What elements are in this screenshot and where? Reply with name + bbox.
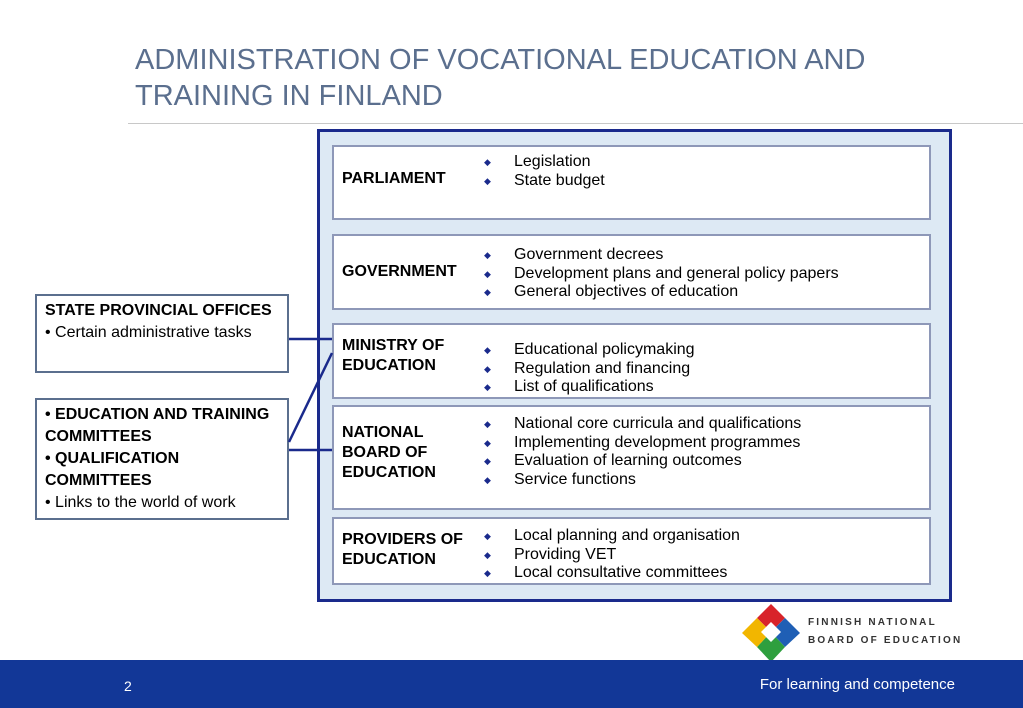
- list-item: ◆ Local planning and organisation: [484, 527, 740, 546]
- list-item: ◆ General objectives of education: [484, 283, 839, 302]
- list-item: ◆ Government decrees: [484, 246, 839, 265]
- list-item: ◆ Development plans and general policy papers: [484, 265, 839, 284]
- level-name: GOVERNMENT: [342, 263, 457, 280]
- footer-tagline: For learning and competence: [759, 676, 955, 693]
- logo-wordmark: [808, 614, 962, 650]
- list-item: ◆ Providing VET: [484, 546, 740, 565]
- list-item: ◆ National core curricula and qualifications: [484, 415, 801, 434]
- page-number: 2: [124, 678, 132, 694]
- list-item: ◆ Evaluation of learning outcomes: [484, 452, 801, 471]
- education-training-committees: • EDUCATION AND TRAINING COMMITTEES: [45, 406, 270, 445]
- slide-title: ADMINISTRATION OF VOCATIONAL EDUCATION AND TRAINING IN FINLAND: [135, 44, 866, 112]
- list-item: ◆ Local consultative committees: [484, 564, 740, 583]
- level-name: NATIONAL BOARD OF EDUCATION: [342, 424, 436, 481]
- list-item: ◆ Educational policymaking: [484, 341, 695, 360]
- list-item: ◆ Implementing development programmes: [484, 434, 801, 453]
- list-item: ◆ Regulation and financing: [484, 360, 695, 379]
- fnbe-logo-icon: [742, 604, 800, 662]
- list-item: ◆ State budget: [484, 172, 605, 191]
- logo-line-1: FINNISH NATIONAL: [808, 617, 937, 628]
- logo-line-2: BOARD OF EDUCATION: [808, 635, 963, 646]
- world-of-work-links: • Links to the world of work: [45, 494, 236, 511]
- level-name: MINISTRY OF EDUCATION: [342, 337, 445, 374]
- provincial-offices-task: • Certain administrative tasks: [45, 324, 252, 341]
- qualification-committees: • QUALIFICATION COMMITTEES: [45, 450, 180, 489]
- list-item: ◆ List of qualifications: [484, 378, 695, 397]
- provincial-offices-title: STATE PROVINCIAL OFFICES: [45, 302, 272, 319]
- list-item: ◆ Service functions: [484, 471, 801, 490]
- level-name: PARLIAMENT: [342, 170, 446, 187]
- list-item: ◆ Legislation: [484, 153, 605, 172]
- level-name: PROVIDERS OF EDUCATION: [342, 531, 463, 568]
- connector-committees-ministry: [289, 353, 332, 442]
